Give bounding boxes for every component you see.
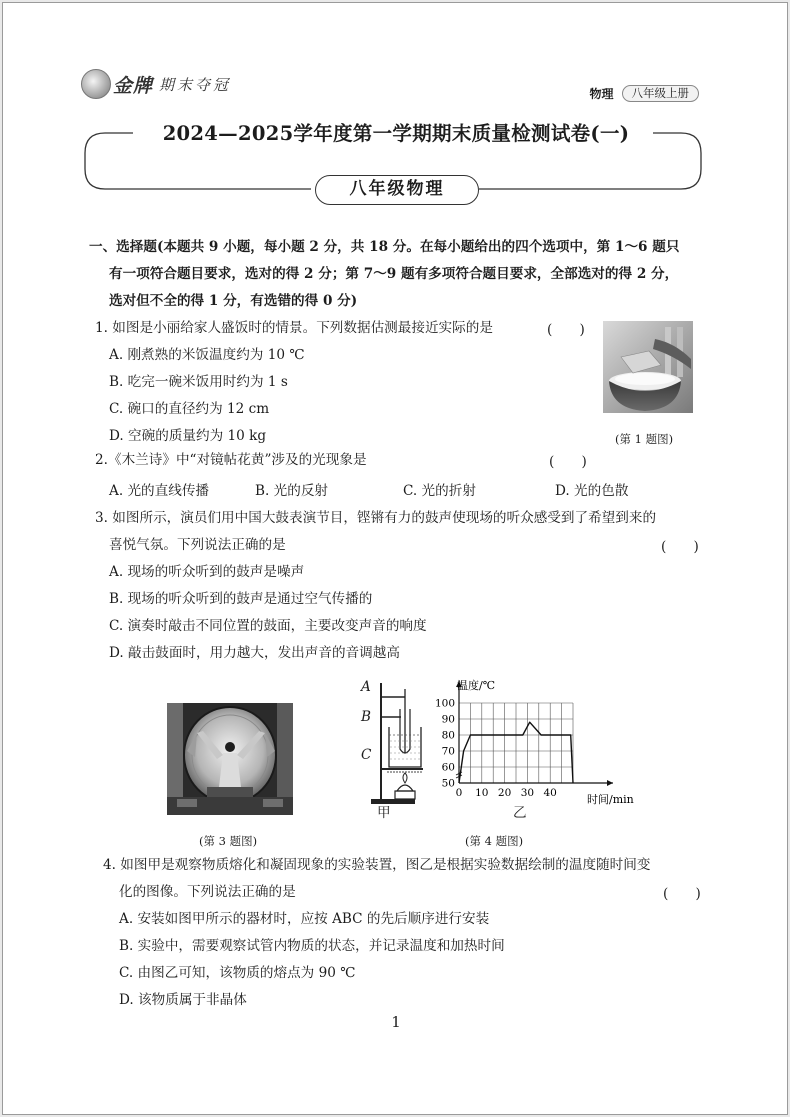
q4-caption: (第 4 题图) [465, 834, 524, 848]
exam-subtitle: 八年级物理 [315, 175, 479, 205]
apparatus-label-a: A [361, 679, 371, 695]
q1-photo-rice-bowl [603, 321, 693, 413]
section-heading-line2: 有一项符合题目要求，选对的得 2 分；第 7～9 题有多项符合题目要求，全部选对的得 2 分， [109, 266, 679, 282]
chart-x-tick-label: 0 [455, 787, 463, 799]
q2-stem: 2.《木兰诗》中“对镜帖花黄”涉及的光现象是 [95, 452, 367, 468]
q2-answer-paren: ( ) [549, 454, 587, 470]
q2-option-c: C. 光的折射 [403, 483, 476, 499]
page-number: 1 [391, 1013, 401, 1031]
q3-option-c: C. 演奏时敲击不同位置的鼓面，主要改变声音的响度 [109, 618, 427, 634]
q4-stem-line1: 4. 如图甲是观察物质熔化和凝固现象的实验装置，图乙是根据实验数据绘制的温度随时间变 [103, 857, 651, 873]
chart-x-tick-label: 10 [475, 787, 489, 799]
exam-page [2, 2, 788, 1115]
chart-y-tick-label: 80 [441, 729, 455, 742]
chart-y-tick-label: 60 [441, 761, 455, 774]
grade-tag: 八年级上册 [622, 85, 700, 102]
q1-caption: (第 1 题图) [615, 432, 674, 446]
chart-x-tick-label: 30 [520, 787, 535, 799]
q3-option-d: D. 敲击鼓面时，用力越大，发出声音的音调越高 [109, 645, 400, 661]
q1-option-a: A. 刚煮熟的米饭温度约为 10 ℃ [109, 347, 305, 363]
q2-option-d: D. 光的色散 [555, 483, 629, 499]
q4-option-d: D. 该物质属于非晶体 [119, 992, 247, 1008]
q3-stem-line2: 喜悦气氛。下列说法正确的是 [109, 537, 286, 553]
q3-answer-paren: ( ) [661, 539, 699, 555]
chart-y-tick-label: 50 [441, 777, 455, 790]
q2-option-b: B. 光的反射 [255, 483, 329, 499]
chart-x-tick-label: 40 [543, 787, 557, 799]
chart-x-axis-label: 时间/min [587, 793, 634, 806]
q4-answer-paren: ( ) [663, 886, 701, 902]
q4-option-a: A. 安装如图甲所示的器材时，应按 ABC 的先后顺序进行安装 [119, 911, 490, 927]
q1-option-c: C. 碗口的直径约为 12 cm [109, 401, 270, 417]
q3-caption: (第 3 题图) [199, 834, 258, 848]
brand-logo [81, 67, 231, 101]
q3-stem-line1: 3. 如图所示，演员们用中国大鼓表演节目，铿锵有力的鼓声使现场的听众感受到了希望到来的 [95, 510, 657, 526]
q2-option-a: A. 光的直线传播 [109, 483, 210, 499]
chart-y-tick-label: 70 [441, 745, 455, 758]
apparatus-label-b: B [361, 709, 371, 725]
q4-option-b: B. 实验中，需要观察试管内物质的状态，并记录温度和加热时间 [119, 938, 505, 954]
q4-temperature-time-chart [427, 671, 647, 821]
chart-x-tick-label: 20 [497, 787, 512, 799]
q3-option-b: B. 现场的听众听到的鼓声是通过空气传播的 [109, 591, 373, 607]
chart-y-axis-label: 温度/℃ [457, 679, 496, 692]
apparatus-label-jia: 甲 [377, 805, 391, 821]
chart-y-tick-label: 90 [441, 713, 455, 726]
chart-x-axis-arrow [607, 780, 613, 786]
chart-y-tick-label: 100 [434, 697, 455, 710]
q4-stem-line2: 化的图像。下列说法正确的是 [119, 884, 296, 900]
brand-sub: 期末夺冠 [159, 75, 232, 94]
q3-option-a: A. 现场的听众听到的鼓声是噪声 [109, 564, 305, 580]
q1-answer-paren: ( ) [547, 322, 585, 338]
q3-photo-drum-performance [167, 703, 293, 815]
section-heading-line1: 一、选择题(本题共 9 小题，每小题 2 分，共 18 分。在每小题给出的四个选项中，第 1～6 题只 [89, 239, 680, 255]
q1-stem: 1. 如图是小丽给家人盛饭时的情景。下列数据估测最接近实际的是 [95, 320, 493, 336]
header-subject [589, 85, 699, 102]
q1-option-d: D. 空碗的质量约为 10 kg [109, 428, 267, 444]
q1-option-b: B. 吃完一碗米饭用时约为 1 s [109, 374, 288, 390]
chart-axes [456, 681, 613, 786]
exam-title: 2024—2025学年度第一学期期末质量检测试卷(一) [162, 122, 630, 145]
medal-icon [81, 69, 111, 99]
chart-label-yi: 乙 [513, 805, 527, 821]
chart-grid [459, 703, 573, 783]
brand-main: 金牌 [113, 74, 154, 97]
apparatus-label-c: C [361, 747, 372, 763]
subject-label: 物理 [589, 87, 614, 101]
q4-option-c: C. 由图乙可知，该物质的熔点为 90 ℃ [119, 965, 356, 981]
section-heading-line3: 选对但不全的得 1 分，有选错的得 0 分) [109, 293, 358, 309]
